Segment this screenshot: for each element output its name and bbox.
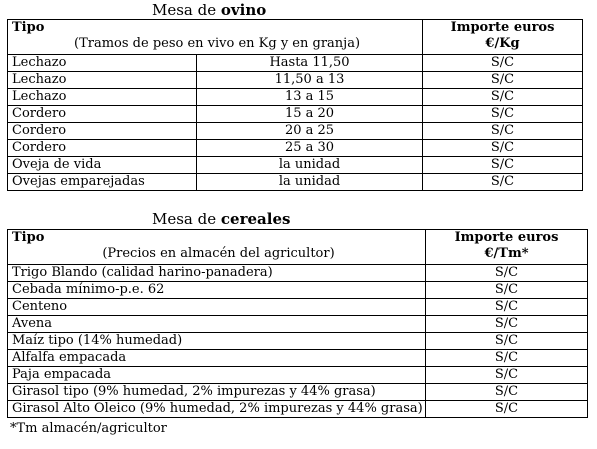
ovino-cell-tipo: Ovejas emparejadas xyxy=(8,174,197,191)
ovino-row xyxy=(8,140,583,157)
ovino-cell-tramo: 25 a 30 xyxy=(197,140,423,157)
ovino-cell-importe: S/C xyxy=(423,72,583,89)
cereales-cell-tipo: Alfalfa empacada xyxy=(8,350,426,367)
ovino-row xyxy=(8,72,583,89)
cereales-cell-importe: S/C xyxy=(426,367,588,384)
ovino-cell-tipo: Lechazo xyxy=(8,72,197,89)
cereales-cell-importe: S/C xyxy=(426,299,588,316)
cereales-cell-importe: S/C xyxy=(426,401,588,418)
cereales-cell-importe: S/C xyxy=(426,384,588,401)
ovino-row xyxy=(8,123,583,140)
cereales-cell-tipo: Cebada mínimo-p.e. 62 xyxy=(8,282,426,299)
ovino-table xyxy=(7,19,583,191)
ovino-cell-importe: S/C xyxy=(423,123,583,140)
cereales-row xyxy=(8,350,588,367)
ovino-header-importe: Importe euros €/Kg xyxy=(423,20,583,55)
cereales-row xyxy=(8,367,588,384)
ovino-header-row xyxy=(8,20,583,55)
ovino-cell-importe: S/C xyxy=(423,157,583,174)
ovino-cell-tramo: 20 a 25 xyxy=(197,123,423,140)
ovino-row xyxy=(8,106,583,123)
footnote: *Tm almacén/agricultor xyxy=(10,421,167,436)
ovino-row xyxy=(8,174,583,191)
cereales-cell-tipo: Avena xyxy=(8,316,426,333)
ovino-title: Mesa de ovino xyxy=(152,1,267,19)
ovino-cell-tramo: 15 a 20 xyxy=(197,106,423,123)
ovino-cell-importe: S/C xyxy=(423,140,583,157)
cereales-cell-tipo: Girasol tipo (9% humedad, 2% impurezas y 44% grasa) xyxy=(8,384,426,401)
ovino-row xyxy=(8,89,583,106)
ovino-cell-importe: S/C xyxy=(423,89,583,106)
cereales-cell-tipo: Maíz tipo (14% humedad) xyxy=(8,333,426,350)
cereales-cell-importe: S/C xyxy=(426,333,588,350)
cereales-title: Mesa de cereales xyxy=(152,210,291,228)
cereales-row xyxy=(8,282,588,299)
cereales-header-row xyxy=(8,230,588,265)
cereales-header-tipo: Tipo (Precios en almacén del agricultor) xyxy=(8,230,426,265)
ovino-cell-tramo: la unidad xyxy=(197,157,423,174)
cereales-cell-importe: S/C xyxy=(426,350,588,367)
ovino-cell-tramo: Hasta 11,50 xyxy=(197,55,423,72)
ovino-cell-tipo: Oveja de vida xyxy=(8,157,197,174)
cereales-table xyxy=(7,229,588,418)
ovino-cell-tipo: Lechazo xyxy=(8,55,197,72)
ovino-cell-importe: S/C xyxy=(423,55,583,72)
ovino-cell-importe: S/C xyxy=(423,174,583,191)
cereales-cell-tipo: Centeno xyxy=(8,299,426,316)
ovino-row xyxy=(8,55,583,72)
ovino-cell-tramo: 13 a 15 xyxy=(197,89,423,106)
cereales-cell-tipo: Paja empacada xyxy=(8,367,426,384)
ovino-cell-tramo: 11,50 a 13 xyxy=(197,72,423,89)
ovino-cell-tipo: Cordero xyxy=(8,106,197,123)
ovino-row xyxy=(8,157,583,174)
cereales-row xyxy=(8,384,588,401)
cereales-cell-tipo: Trigo Blando (calidad harino-panadera) xyxy=(8,265,426,282)
ovino-cell-tipo: Cordero xyxy=(8,123,197,140)
cereales-row xyxy=(8,333,588,350)
cereales-cell-importe: S/C xyxy=(426,265,588,282)
cereales-cell-importe: S/C xyxy=(426,282,588,299)
cereales-row xyxy=(8,299,588,316)
cereales-row xyxy=(8,316,588,333)
cereales-cell-importe: S/C xyxy=(426,316,588,333)
ovino-cell-tramo: la unidad xyxy=(197,174,423,191)
ovino-cell-tipo: Lechazo xyxy=(8,89,197,106)
ovino-header-tipo: Tipo (Tramos de peso en vivo en Kg y en granja) xyxy=(8,20,423,55)
cereales-header-importe: Importe euros €/Tm* xyxy=(426,230,588,265)
cereales-row xyxy=(8,401,588,418)
ovino-cell-importe: S/C xyxy=(423,106,583,123)
cereales-row xyxy=(8,265,588,282)
ovino-cell-tipo: Cordero xyxy=(8,140,197,157)
cereales-cell-tipo: Girasol Alto Oleico (9% humedad, 2% impurezas y 44% grasa) xyxy=(8,401,426,418)
